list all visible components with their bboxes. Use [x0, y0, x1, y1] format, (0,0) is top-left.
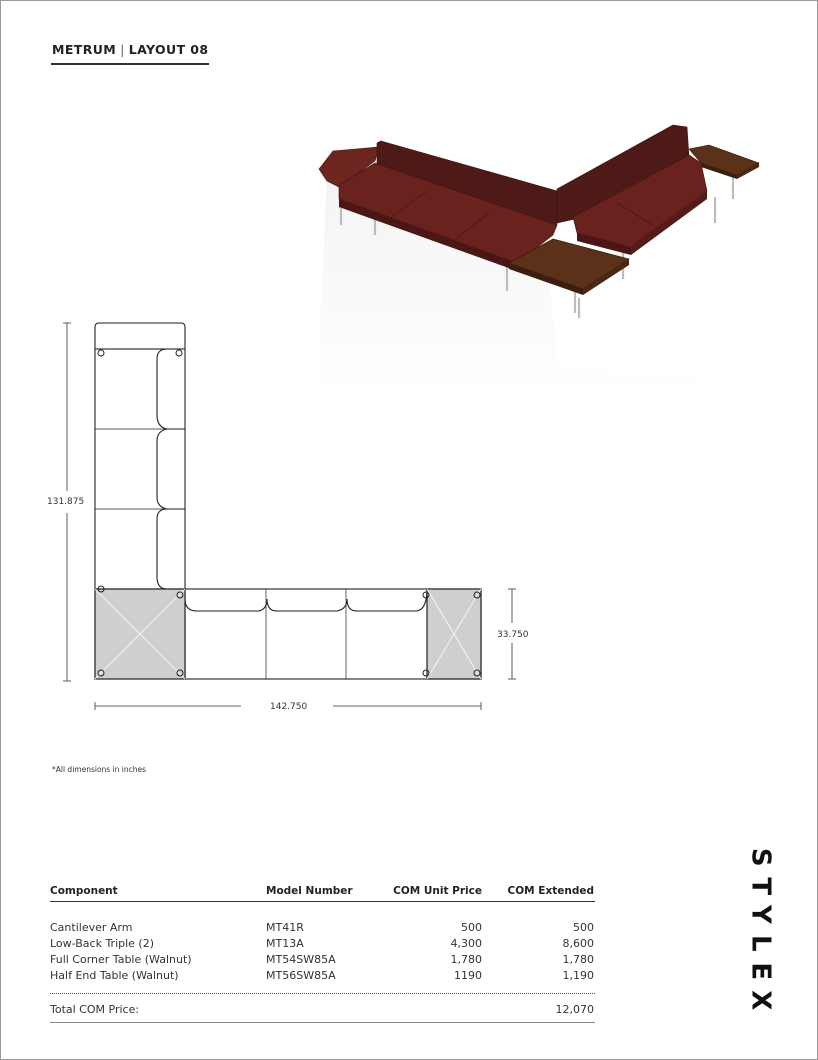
- header-unit-price: COM Unit Price: [393, 885, 482, 897]
- product-name: METRUM: [52, 42, 117, 57]
- header-extended: COM Extended: [507, 885, 594, 897]
- table-row: Low-Back Triple (2) MT13A 4,300 8,600: [50, 937, 594, 950]
- vertical-back-cushions: [157, 349, 185, 589]
- plan-drawing: [41, 313, 541, 733]
- table-row: Full Corner Table (Walnut) MT54SW85A 1,780 1,780: [50, 953, 594, 966]
- layout-name: LAYOUT 08: [128, 42, 209, 57]
- header-component: Component: [50, 885, 118, 897]
- vertical-run: [95, 349, 185, 589]
- title-underline: [51, 63, 209, 65]
- pricing-table-header: [50, 885, 595, 902]
- horizontal-back-cushions: [185, 589, 427, 611]
- total-row: [50, 1002, 595, 1018]
- dotted-divider: [50, 993, 595, 994]
- table-row: Cantilever Arm MT41R 500 500: [50, 921, 594, 934]
- width-dimension: 142.750: [270, 702, 308, 712]
- page-title: [52, 42, 208, 57]
- title-separator: |: [120, 42, 125, 57]
- brand-logo: S T Y L E X: [745, 847, 776, 1010]
- total-rule: [50, 1022, 595, 1023]
- height-dimension: 33.750: [497, 630, 529, 640]
- depth-dimension: 131.875: [47, 497, 85, 507]
- header-model: Model Number: [266, 885, 353, 897]
- arm-pad: [95, 323, 185, 349]
- total-label: Total COM Price:: [50, 1003, 140, 1016]
- total-value: 12,070: [555, 1003, 594, 1016]
- pricing-table: [50, 885, 595, 1023]
- dimensions-note: *All dimensions in inches: [52, 765, 147, 774]
- table-row: Half End Table (Walnut) MT56SW85A 1190 1,190: [50, 969, 594, 982]
